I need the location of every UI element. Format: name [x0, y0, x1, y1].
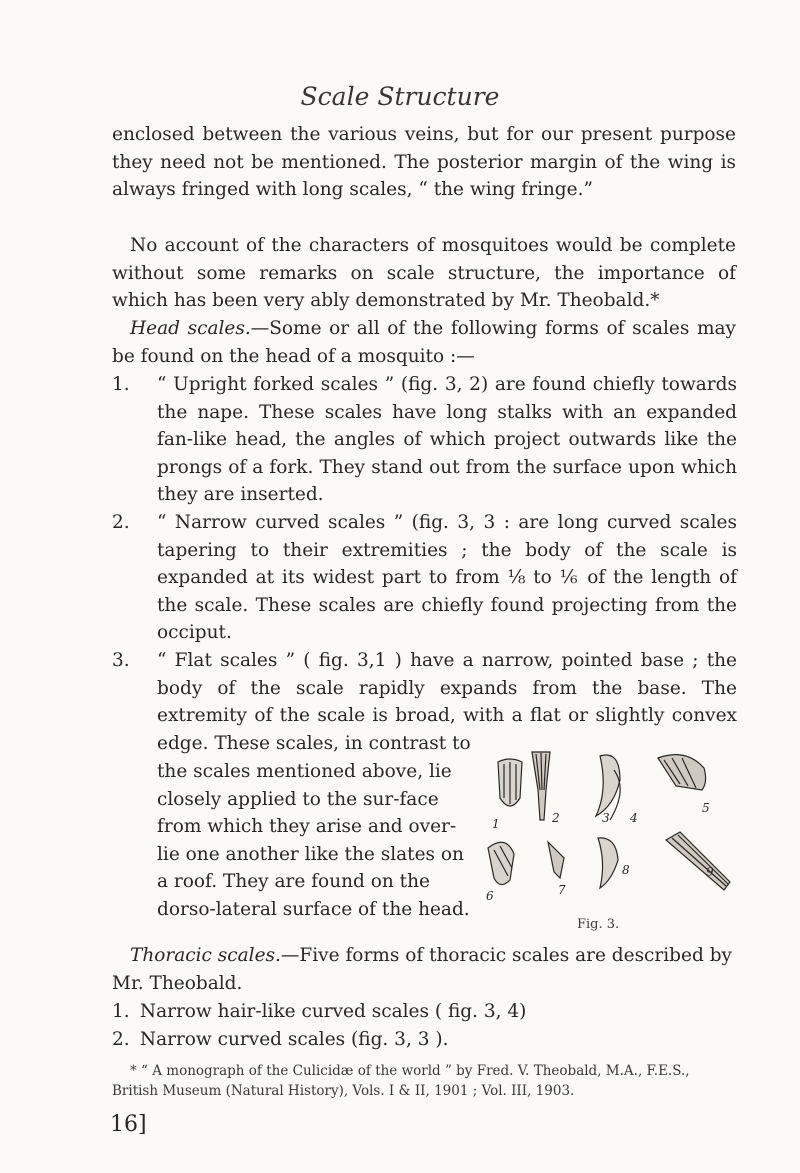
footnote: * “ A monograph of the Culicidæ of the world ” by Fred. V. Theobald, M.A., F.E.S., British Museum (Natural History), Vols. I & II, 1901 ; Vol. III, 1903. [112, 1063, 690, 1099]
head-item-1 [112, 371, 737, 509]
running-header: Scale Structure [300, 82, 500, 111]
fig-label-1: 1 [492, 817, 500, 831]
fig-label-5: 5 [702, 801, 710, 815]
fig-label-4: 4 [630, 811, 638, 825]
item-text: “ Flat scales ” ( fig. 3,1 ) have a narrow, pointed base ; the body of the scale rapidly expands from the base. The extremity of the scale is broad, with a flat or slightly convex edge. These scales, in contrast to [157, 650, 737, 754]
item-number: 3. [112, 650, 130, 671]
scale-illustrations [480, 750, 780, 920]
fig-label-8: 8 [622, 863, 630, 877]
item-text: “ Upright forked scales ” (fig. 3, 2) are found chiefly towards the nape. These scales have long stalks with an expanded fan-like head, the angles of which project outwards like the prongs of a fork. They stand out from the surface upon which they are inserted. [157, 374, 737, 506]
figure-caption: Fig. 3. [577, 917, 620, 932]
item-number: 2. [112, 512, 130, 533]
item-text: Narrow curved scales (fig. 3, 3 ). [139, 1029, 449, 1050]
paragraph-head-scales [112, 315, 736, 370]
item-number: 2. [112, 1029, 130, 1050]
thoracic-heading: Thoracic scales. [130, 945, 281, 966]
thoracic-item-2 [112, 1026, 448, 1054]
head-scales-heading: Head scales. [130, 318, 251, 339]
thoracic-item-1 [112, 998, 526, 1026]
head-item-3 [112, 647, 737, 757]
item-number: 1. [112, 1001, 130, 1022]
item-text: “ Narrow curved scales ” (fig. 3, 3 : are long curved scales tapering to their extremities ; the body of the scale is expanded at its widest part to from ⅛ to ⅙ of the length of the scale. These scales are chiefly found projecting from the occiput. [157, 512, 737, 644]
fig-label-6: 6 [486, 889, 494, 903]
item-number: 1. [112, 374, 130, 395]
head-item-2 [112, 509, 737, 647]
page-number: 16] [110, 1112, 147, 1137]
scale-5-icon [658, 755, 706, 790]
head-scales-intro: —Some or all of the following forms of scales may be found on the head of a mosquito :— [112, 318, 736, 367]
scale-8-icon [598, 838, 618, 888]
thoracic-intro: —Five forms of thoracic scales are described by Mr. Theobald. [112, 945, 732, 994]
fig-label-2: 2 [552, 811, 560, 825]
fig-label-7: 7 [558, 883, 566, 897]
item-text: Narrow hair-like curved scales ( fig. 3, 4) [139, 1001, 527, 1022]
paragraph-wing-fringe: enclosed between the various veins, but for our present purpose they need not be mentioned. The posterior margin of the wing is always fringed with long scales, “ the wing fringe.” [112, 124, 736, 201]
fig-label-9: 9 [706, 865, 714, 879]
flat-scales-continuation: the scales mentioned above, lie closely applied to the sur-face from which they arise and over-lie one another like the slates on a roof. They are found on the dorso-lateral surface of the head. [157, 761, 470, 920]
fig-label-3: 3 [602, 811, 610, 825]
scale-figure [480, 750, 780, 920]
paragraph-thoracic-scales [112, 942, 736, 997]
scale-7-icon [548, 842, 564, 878]
paragraph-scale-structure: No account of the characters of mosquitoes would be complete without some remarks on scale structure, the importance of which has been very ably demonstrated by Mr. Theobald.* [112, 235, 736, 312]
